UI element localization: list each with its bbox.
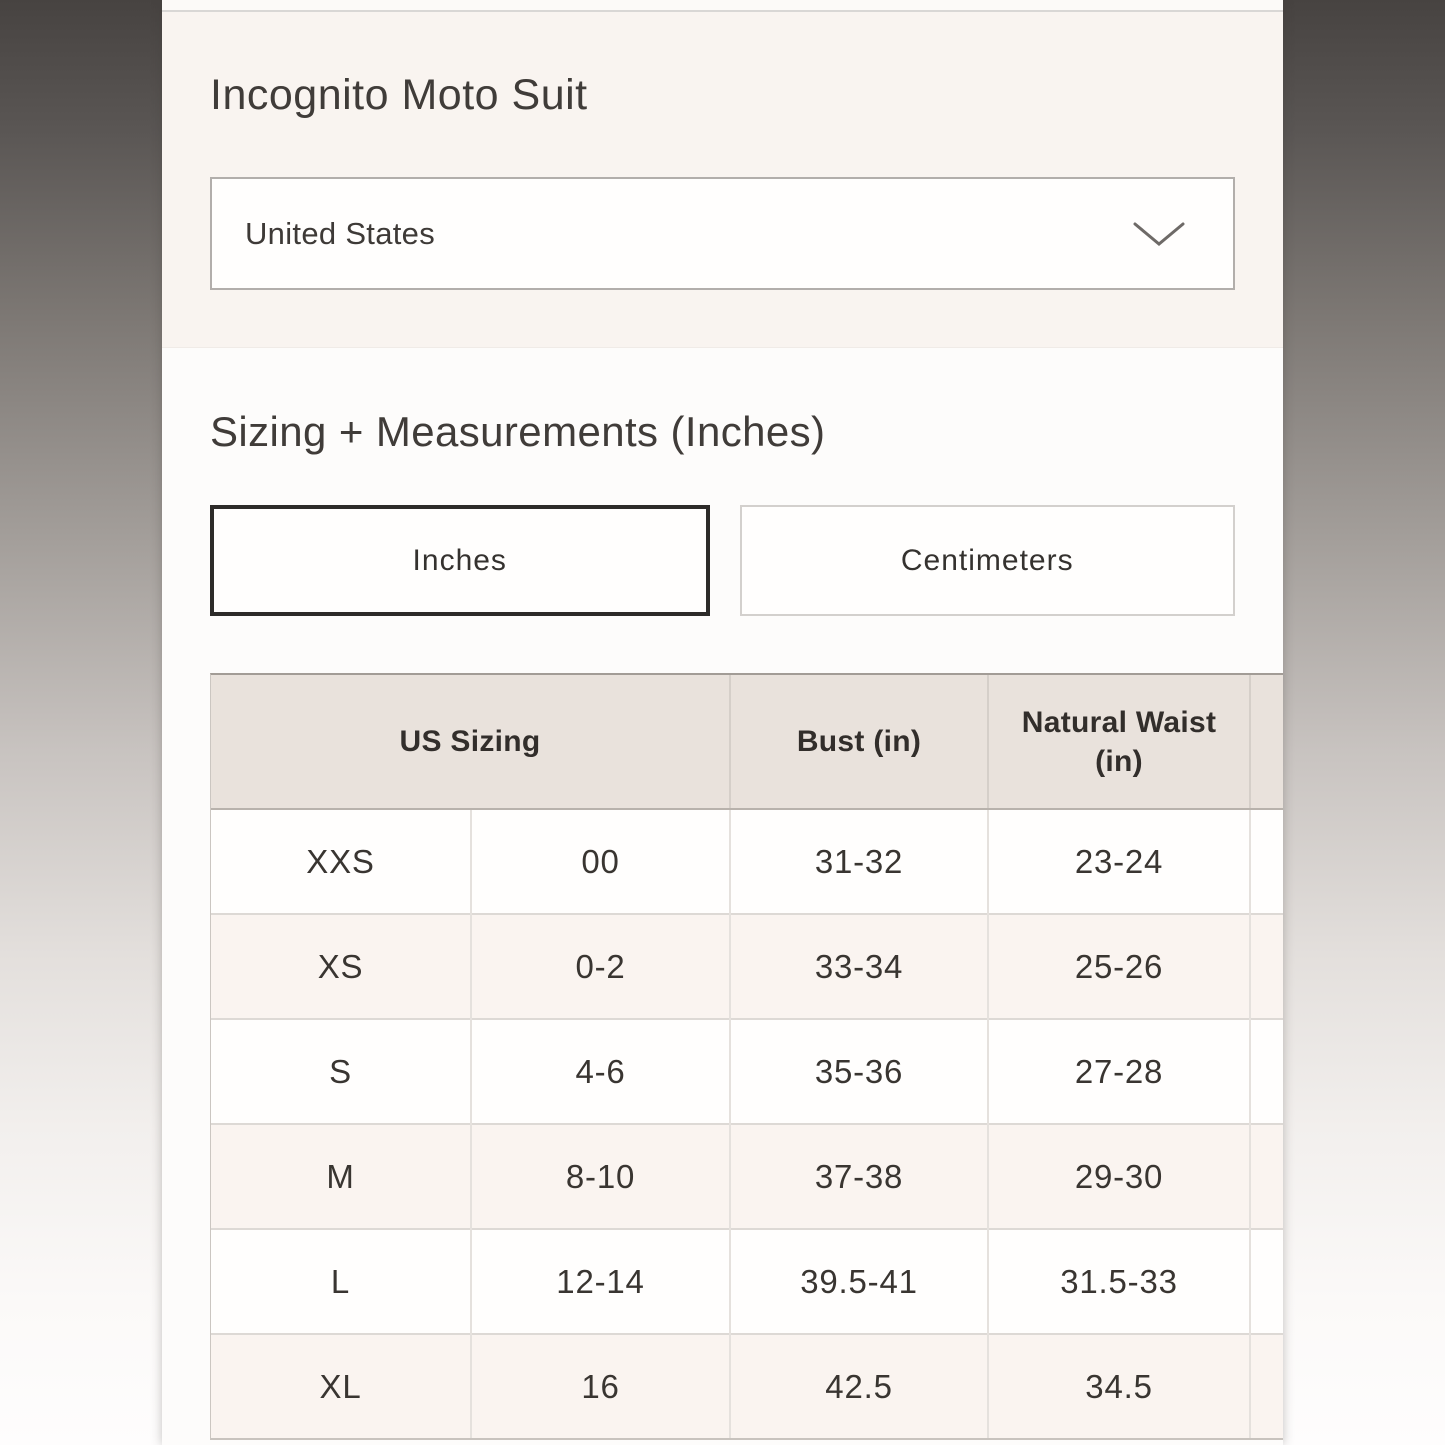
table-cell-us: 12-14	[471, 1229, 730, 1334]
table-cell-waist: 31.5-33	[988, 1229, 1250, 1334]
table-cell-bust: 33-34	[730, 914, 988, 1019]
table-cell-extra	[1250, 1019, 1283, 1124]
table-cell-extra	[1250, 1334, 1283, 1438]
table-cell-size: L	[211, 1229, 471, 1334]
table-row	[211, 1334, 1283, 1438]
table-cell-size: XS	[211, 914, 471, 1019]
table-cell-bust: 42.5	[730, 1334, 988, 1438]
size-guide-panel	[162, 0, 1283, 1445]
table-cell-bust: 39.5-41	[730, 1229, 988, 1334]
region-dropdown-value: United States	[245, 215, 436, 251]
table-cell-extra	[1250, 914, 1283, 1019]
table-cell-size: M	[211, 1124, 471, 1229]
section-heading: Sizing + Measurements (Inches)	[210, 408, 826, 455]
centimeters-button[interactable]: Centimeters	[740, 505, 1236, 616]
size-table-wrapper[interactable]	[210, 673, 1283, 1440]
table-header-natural-waist: Natural Waist (in)	[988, 675, 1250, 809]
table-header-cutoff	[1250, 675, 1283, 809]
table-header-bust: Bust (in)	[730, 675, 988, 809]
region-dropdown[interactable]	[210, 177, 1235, 290]
table-header-us-sizing: US Sizing	[211, 675, 730, 809]
product-title: Incognito Moto Suit	[210, 71, 588, 119]
table-cell-waist: 23-24	[988, 809, 1250, 914]
unit-toggle	[210, 505, 1235, 616]
table-cell-us: 8-10	[471, 1124, 730, 1229]
size-table-body	[211, 809, 1283, 1438]
table-cell-waist: 25-26	[988, 914, 1250, 1019]
table-cell-bust: 37-38	[730, 1124, 988, 1229]
sizing-section	[162, 348, 1283, 1440]
table-cell-size: S	[211, 1019, 471, 1124]
product-header-section	[162, 12, 1283, 348]
table-cell-waist: 29-30	[988, 1124, 1250, 1229]
top-divider-strip	[162, 0, 1283, 12]
table-cell-size: XL	[211, 1334, 471, 1438]
table-cell-us: 4-6	[471, 1019, 730, 1124]
size-table	[211, 675, 1283, 1438]
chevron-down-icon	[1132, 219, 1186, 249]
table-cell-extra	[1250, 1229, 1283, 1334]
table-row	[211, 1124, 1283, 1229]
table-row	[211, 1019, 1283, 1124]
table-cell-us: 0-2	[471, 914, 730, 1019]
table-row	[211, 809, 1283, 914]
table-cell-waist: 27-28	[988, 1019, 1250, 1124]
table-cell-bust: 31-32	[730, 809, 988, 914]
table-header-row	[211, 675, 1283, 809]
table-cell-waist: 34.5	[988, 1334, 1250, 1438]
table-cell-us: 16	[471, 1334, 730, 1438]
table-cell-extra	[1250, 809, 1283, 914]
table-cell-bust: 35-36	[730, 1019, 988, 1124]
table-cell-size: XXS	[211, 809, 471, 914]
table-row	[211, 914, 1283, 1019]
table-cell-extra	[1250, 1124, 1283, 1229]
inches-button[interactable]: Inches	[210, 505, 710, 616]
table-cell-us: 00	[471, 809, 730, 914]
table-row	[211, 1229, 1283, 1334]
